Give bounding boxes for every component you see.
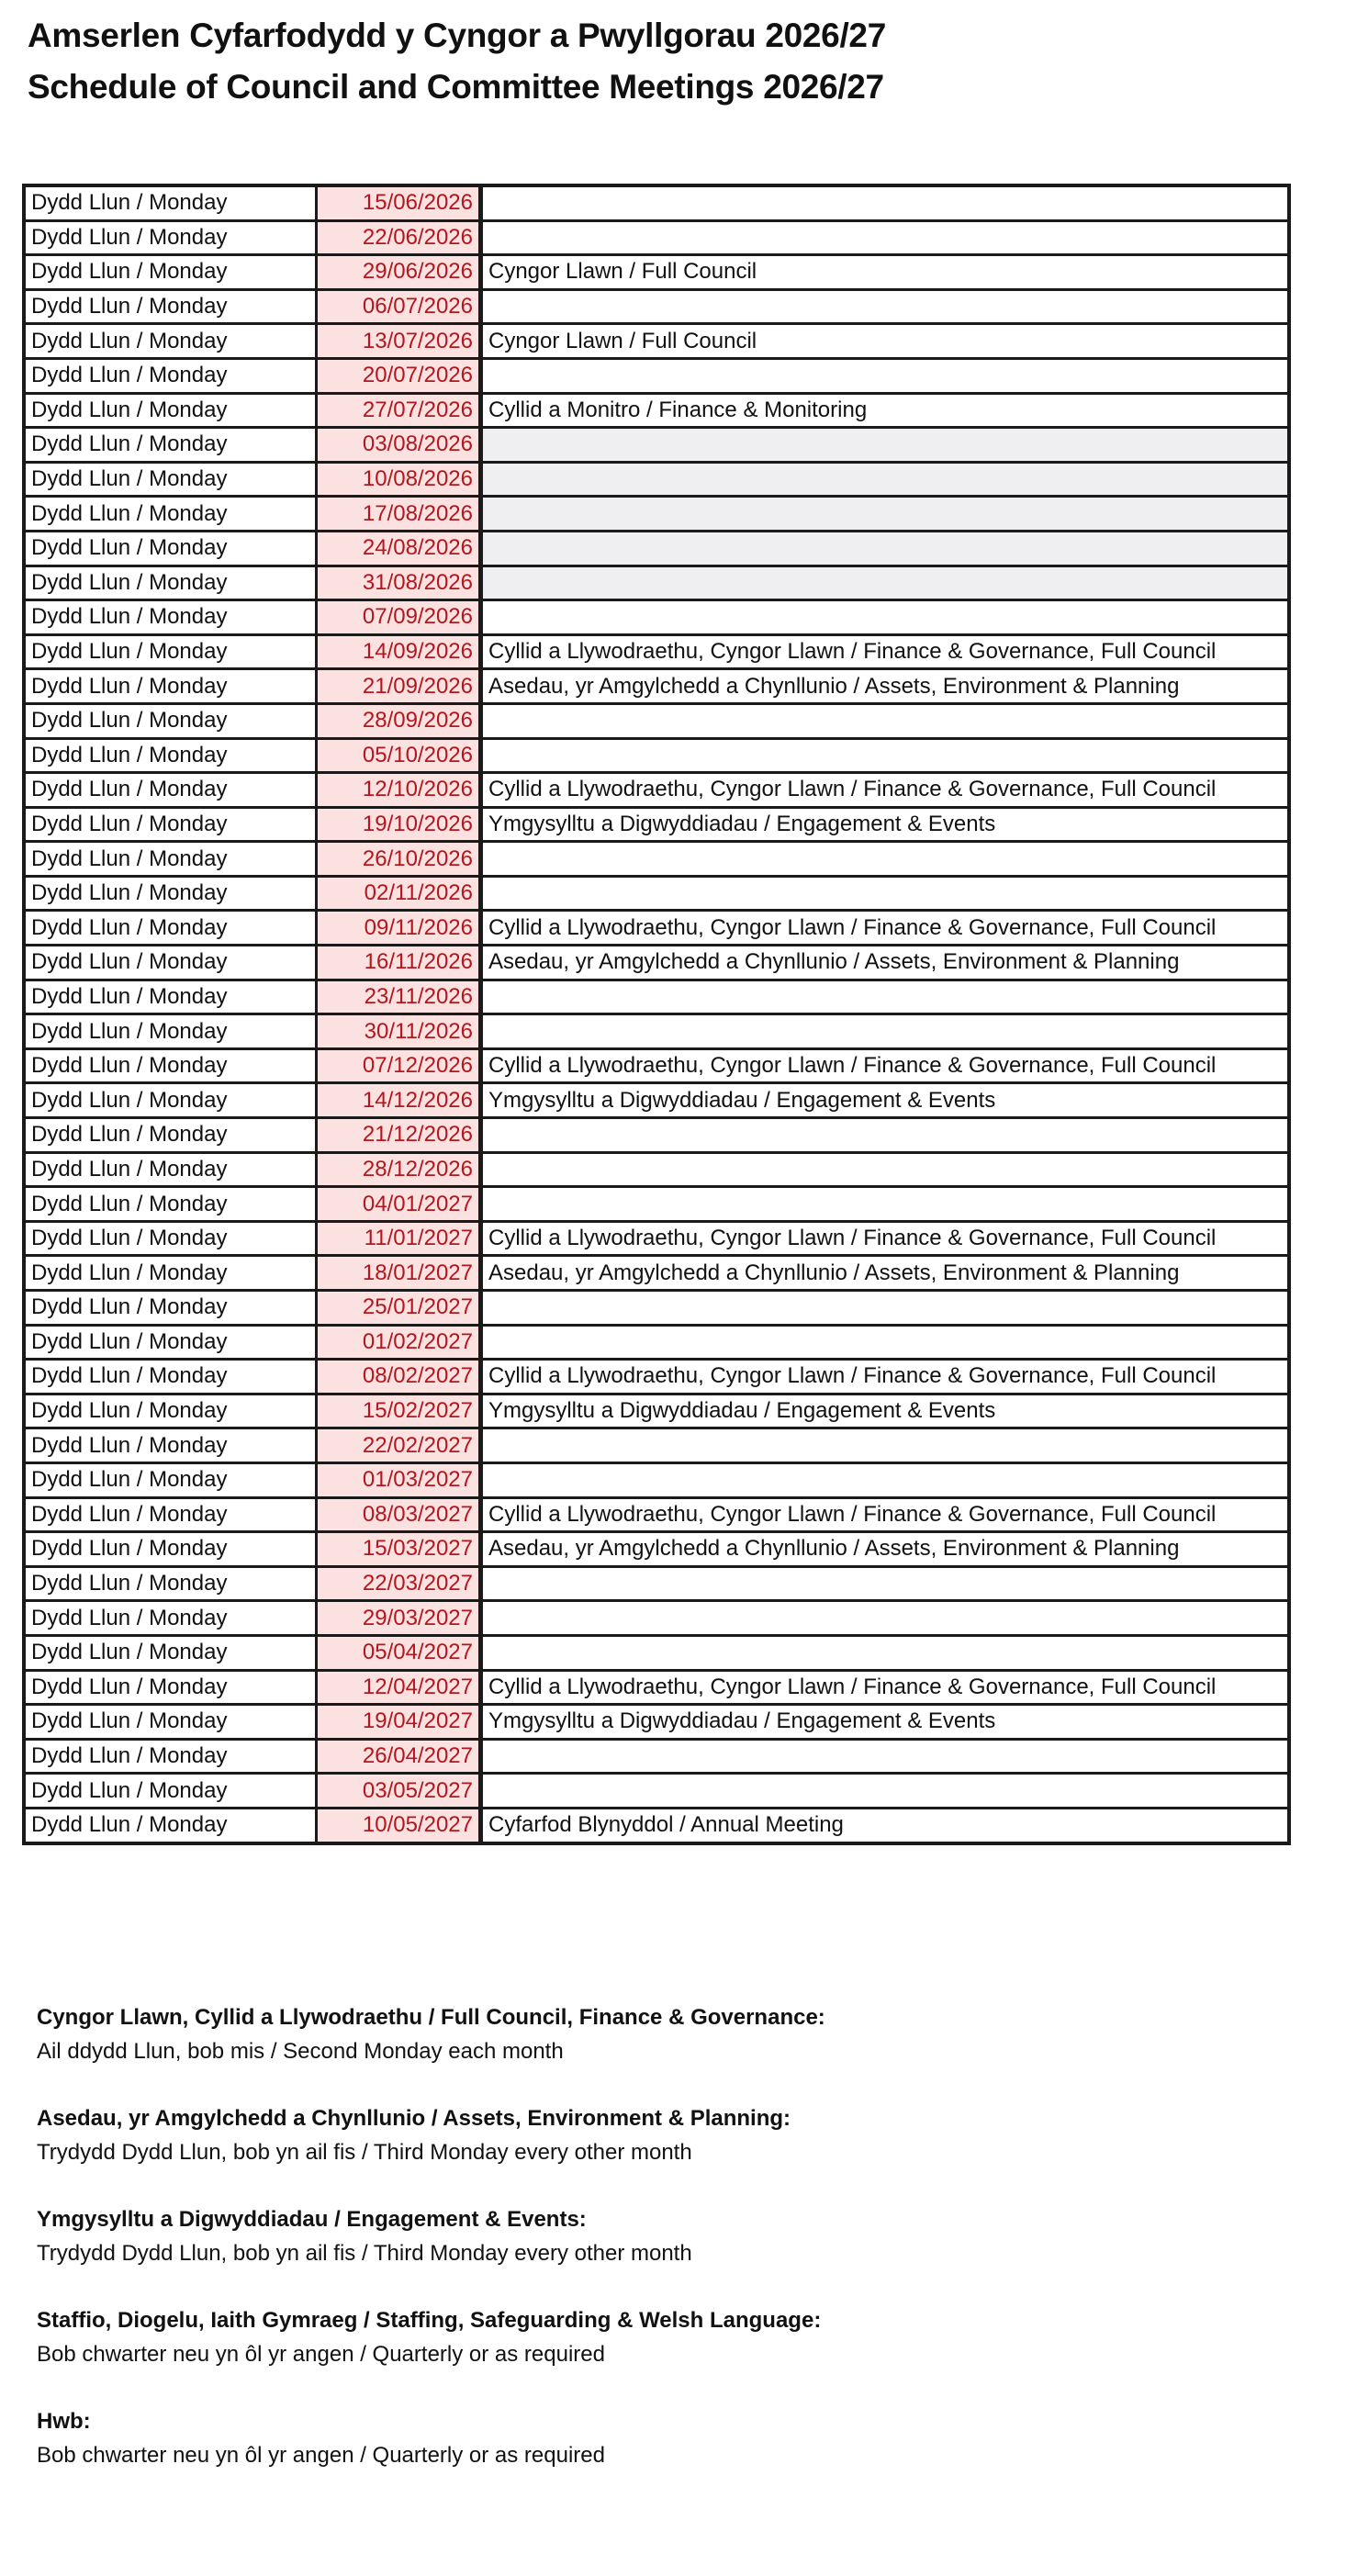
meeting-frequency-notes — [37, 2001, 1230, 2506]
meeting-cell: Cyllid a Llywodraethu, Cyngor Llawn / Finance & Governance, Full Council — [481, 1670, 1290, 1705]
note-text: Trydydd Dydd Llun, bob yn ail fis / Third Monday every other month — [37, 2241, 692, 2266]
meeting-cell — [481, 980, 1290, 1014]
note-block — [37, 2001, 1230, 2069]
day-cell: Dydd Llun / Monday — [24, 462, 317, 497]
date-cell: 13/07/2026 — [317, 324, 481, 359]
day-cell: Dydd Llun / Monday — [24, 1048, 317, 1083]
day-cell: Dydd Llun / Monday — [24, 1083, 317, 1118]
meeting-cell: Ymgysylltu a Digwyddiadau / Engagement & Events — [481, 1394, 1290, 1428]
date-cell: 15/02/2027 — [317, 1394, 481, 1428]
date-cell: 03/05/2027 — [317, 1774, 481, 1809]
day-cell: Dydd Llun / Monday — [24, 1601, 317, 1636]
table-row — [24, 428, 1289, 463]
day-cell: Dydd Llun / Monday — [24, 1187, 317, 1222]
day-cell: Dydd Llun / Monday — [24, 1256, 317, 1291]
table-row — [24, 1705, 1289, 1740]
day-cell: Dydd Llun / Monday — [24, 634, 317, 669]
meeting-cell: Cyllid a Monitro / Finance & Monitoring — [481, 393, 1290, 428]
day-cell: Dydd Llun / Monday — [24, 1428, 317, 1463]
day-cell: Dydd Llun / Monday — [24, 185, 317, 220]
day-cell: Dydd Llun / Monday — [24, 220, 317, 255]
meeting-cell: Cyllid a Llywodraethu, Cyngor Llawn / Finance & Governance, Full Council — [481, 1497, 1290, 1532]
date-cell: 26/10/2026 — [317, 842, 481, 877]
date-cell: 01/03/2027 — [317, 1462, 481, 1497]
date-cell: 05/10/2026 — [317, 738, 481, 773]
date-cell: 29/06/2026 — [317, 255, 481, 290]
date-cell: 08/02/2027 — [317, 1360, 481, 1394]
table-row — [24, 393, 1289, 428]
day-cell: Dydd Llun / Monday — [24, 358, 317, 393]
table-row — [24, 1428, 1289, 1463]
table-row — [24, 600, 1289, 635]
meeting-cell: Cyfarfod Blynyddol / Annual Meeting — [481, 1808, 1290, 1842]
date-cell: 02/11/2026 — [317, 876, 481, 911]
meeting-cell — [481, 1152, 1290, 1187]
date-cell: 26/04/2027 — [317, 1739, 481, 1774]
note-heading: Staffio, Diogelu, Iaith Gymraeg / Staffing, Safeguarding & Welsh Language: — [37, 2308, 822, 2333]
meeting-cell: Cyllid a Llywodraethu, Cyngor Llawn / Finance & Governance, Full Council — [481, 634, 1290, 669]
table-row — [24, 634, 1289, 669]
meeting-cell — [481, 1462, 1290, 1497]
meeting-cell — [481, 1014, 1290, 1049]
day-cell: Dydd Llun / Monday — [24, 669, 317, 704]
meeting-cell — [481, 1325, 1290, 1360]
table-row — [24, 1670, 1289, 1705]
table-row — [24, 1394, 1289, 1428]
day-cell: Dydd Llun / Monday — [24, 1774, 317, 1809]
day-cell: Dydd Llun / Monday — [24, 773, 317, 808]
table-row — [24, 1635, 1289, 1670]
page-title-welsh: Amserlen Cyfarfodydd y Cyngor a Pwyllgorau 2026/27 — [28, 17, 886, 54]
meeting-cell — [481, 497, 1290, 532]
date-cell: 29/03/2027 — [317, 1601, 481, 1636]
meeting-cell — [481, 566, 1290, 600]
meeting-schedule-table — [22, 184, 1291, 1845]
table-row — [24, 255, 1289, 290]
day-cell: Dydd Llun / Monday — [24, 1497, 317, 1532]
table-row — [24, 807, 1289, 842]
table-row — [24, 1360, 1289, 1394]
day-cell: Dydd Llun / Monday — [24, 1566, 317, 1601]
meeting-cell — [481, 289, 1290, 324]
meeting-cell: Ymgysylltu a Digwyddiadau / Engagement & Events — [481, 1705, 1290, 1740]
day-cell: Dydd Llun / Monday — [24, 980, 317, 1014]
day-cell: Dydd Llun / Monday — [24, 566, 317, 600]
day-cell: Dydd Llun / Monday — [24, 600, 317, 635]
date-cell: 23/11/2026 — [317, 980, 481, 1014]
table-row — [24, 497, 1289, 532]
day-cell: Dydd Llun / Monday — [24, 1221, 317, 1256]
table-row — [24, 738, 1289, 773]
day-cell: Dydd Llun / Monday — [24, 428, 317, 463]
meeting-cell — [481, 1291, 1290, 1326]
meeting-cell — [481, 1187, 1290, 1222]
meeting-cell — [481, 1428, 1290, 1463]
date-cell: 15/03/2027 — [317, 1532, 481, 1567]
date-cell: 10/05/2027 — [317, 1808, 481, 1842]
table-row — [24, 1325, 1289, 1360]
day-cell: Dydd Llun / Monday — [24, 393, 317, 428]
meeting-cell: Cyllid a Llywodraethu, Cyngor Llawn / Finance & Governance, Full Council — [481, 1048, 1290, 1083]
date-cell: 03/08/2026 — [317, 428, 481, 463]
date-cell: 30/11/2026 — [317, 1014, 481, 1049]
meeting-cell — [481, 1739, 1290, 1774]
meeting-cell — [481, 600, 1290, 635]
meeting-cell — [481, 738, 1290, 773]
date-cell: 11/01/2027 — [317, 1221, 481, 1256]
date-cell: 31/08/2026 — [317, 566, 481, 600]
note-heading: Hwb: — [37, 2409, 91, 2434]
date-cell: 01/02/2027 — [317, 1325, 481, 1360]
table-row — [24, 1187, 1289, 1222]
day-cell: Dydd Llun / Monday — [24, 738, 317, 773]
date-cell: 09/11/2026 — [317, 911, 481, 946]
table-row — [24, 358, 1289, 393]
meeting-cell — [481, 462, 1290, 497]
day-cell: Dydd Llun / Monday — [24, 1808, 317, 1842]
date-cell: 12/10/2026 — [317, 773, 481, 808]
meeting-cell: Asedau, yr Amgylchedd a Chynllunio / Assets, Environment & Planning — [481, 946, 1290, 980]
note-text: Bob chwarter neu yn ôl yr angen / Quarterly or as required — [37, 2342, 605, 2367]
meeting-cell: Asedau, yr Amgylchedd a Chynllunio / Assets, Environment & Planning — [481, 1532, 1290, 1567]
day-cell: Dydd Llun / Monday — [24, 324, 317, 359]
day-cell: Dydd Llun / Monday — [24, 1360, 317, 1394]
date-cell: 21/09/2026 — [317, 669, 481, 704]
table-row — [24, 1152, 1289, 1187]
meeting-cell — [481, 358, 1290, 393]
day-cell: Dydd Llun / Monday — [24, 1394, 317, 1428]
table-row — [24, 773, 1289, 808]
date-cell: 04/01/2027 — [317, 1187, 481, 1222]
table-row — [24, 1256, 1289, 1291]
day-cell: Dydd Llun / Monday — [24, 255, 317, 290]
day-cell: Dydd Llun / Monday — [24, 1152, 317, 1187]
meeting-cell: Asedau, yr Amgylchedd a Chynllunio / Assets, Environment & Planning — [481, 669, 1290, 704]
meeting-cell — [481, 876, 1290, 911]
meeting-cell: Cyllid a Llywodraethu, Cyngor Llawn / Finance & Governance, Full Council — [481, 1360, 1290, 1394]
table-row — [24, 1601, 1289, 1636]
note-block — [37, 2102, 1230, 2170]
meeting-cell — [481, 428, 1290, 463]
table-row — [24, 1497, 1289, 1532]
date-cell: 15/06/2026 — [317, 185, 481, 220]
date-cell: 05/04/2027 — [317, 1635, 481, 1670]
table-row — [24, 462, 1289, 497]
date-cell: 07/12/2026 — [317, 1048, 481, 1083]
table-row — [24, 669, 1289, 704]
day-cell: Dydd Llun / Monday — [24, 1705, 317, 1740]
table-row — [24, 1462, 1289, 1497]
table-row — [24, 531, 1289, 566]
day-cell: Dydd Llun / Monday — [24, 807, 317, 842]
day-cell: Dydd Llun / Monday — [24, 946, 317, 980]
date-cell: 28/12/2026 — [317, 1152, 481, 1187]
meeting-cell — [481, 185, 1290, 220]
date-cell: 17/08/2026 — [317, 497, 481, 532]
meeting-cell — [481, 1566, 1290, 1601]
table-row — [24, 1014, 1289, 1049]
date-cell: 27/07/2026 — [317, 393, 481, 428]
day-cell: Dydd Llun / Monday — [24, 289, 317, 324]
meeting-cell — [481, 531, 1290, 566]
day-cell: Dydd Llun / Monday — [24, 1014, 317, 1049]
note-block — [37, 2304, 1230, 2372]
day-cell: Dydd Llun / Monday — [24, 1670, 317, 1705]
table-row — [24, 1221, 1289, 1256]
day-cell: Dydd Llun / Monday — [24, 1635, 317, 1670]
table-row — [24, 980, 1289, 1014]
table-row — [24, 1808, 1289, 1842]
date-cell: 18/01/2027 — [317, 1256, 481, 1291]
date-cell: 07/09/2026 — [317, 600, 481, 635]
date-cell: 12/04/2027 — [317, 1670, 481, 1705]
note-block — [37, 2405, 1230, 2473]
page-title-english: Schedule of Council and Committee Meetings 2026/27 — [28, 68, 884, 106]
date-cell: 06/07/2026 — [317, 289, 481, 324]
table-row — [24, 566, 1289, 600]
meeting-cell: Ymgysylltu a Digwyddiadau / Engagement & Events — [481, 1083, 1290, 1118]
table-row — [24, 220, 1289, 255]
table-row — [24, 1291, 1289, 1326]
day-cell: Dydd Llun / Monday — [24, 1118, 317, 1153]
day-cell: Dydd Llun / Monday — [24, 1291, 317, 1326]
note-text: Trydydd Dydd Llun, bob yn ail fis / Third Monday every other month — [37, 2140, 692, 2165]
day-cell: Dydd Llun / Monday — [24, 1462, 317, 1497]
date-cell: 22/03/2027 — [317, 1566, 481, 1601]
date-cell: 22/02/2027 — [317, 1428, 481, 1463]
table-row — [24, 185, 1289, 220]
day-cell: Dydd Llun / Monday — [24, 1739, 317, 1774]
date-cell: 28/09/2026 — [317, 703, 481, 738]
day-cell: Dydd Llun / Monday — [24, 876, 317, 911]
table-row — [24, 1048, 1289, 1083]
table-row — [24, 703, 1289, 738]
meeting-cell: Cyllid a Llywodraethu, Cyngor Llawn / Finance & Governance, Full Council — [481, 911, 1290, 946]
date-cell: 25/01/2027 — [317, 1291, 481, 1326]
meeting-cell — [481, 1635, 1290, 1670]
date-cell: 24/08/2026 — [317, 531, 481, 566]
day-cell: Dydd Llun / Monday — [24, 911, 317, 946]
date-cell: 19/10/2026 — [317, 807, 481, 842]
table-row — [24, 1739, 1289, 1774]
note-heading: Asedau, yr Amgylchedd a Chynllunio / Assets, Environment & Planning: — [37, 2106, 791, 2131]
date-cell: 08/03/2027 — [317, 1497, 481, 1532]
table-row — [24, 946, 1289, 980]
table-row — [24, 876, 1289, 911]
meeting-cell: Cyllid a Llywodraethu, Cyngor Llawn / Finance & Governance, Full Council — [481, 1221, 1290, 1256]
meeting-cell — [481, 842, 1290, 877]
meeting-cell: Ymgysylltu a Digwyddiadau / Engagement & Events — [481, 807, 1290, 842]
meeting-cell: Cyllid a Llywodraethu, Cyngor Llawn / Finance & Governance, Full Council — [481, 773, 1290, 808]
day-cell: Dydd Llun / Monday — [24, 1325, 317, 1360]
day-cell: Dydd Llun / Monday — [24, 1532, 317, 1567]
table-row — [24, 842, 1289, 877]
table-row — [24, 289, 1289, 324]
day-cell: Dydd Llun / Monday — [24, 497, 317, 532]
table-row — [24, 1566, 1289, 1601]
date-cell: 20/07/2026 — [317, 358, 481, 393]
note-block — [37, 2203, 1230, 2271]
meeting-cell — [481, 1601, 1290, 1636]
date-cell: 14/09/2026 — [317, 634, 481, 669]
date-cell: 22/06/2026 — [317, 220, 481, 255]
meeting-cell — [481, 220, 1290, 255]
table-row — [24, 1532, 1289, 1567]
note-text: Ail ddydd Llun, bob mis / Second Monday each month — [37, 2039, 564, 2064]
date-cell: 16/11/2026 — [317, 946, 481, 980]
table-row — [24, 911, 1289, 946]
meeting-cell — [481, 703, 1290, 738]
note-heading: Cyngor Llawn, Cyllid a Llywodraethu / Full Council, Finance & Governance: — [37, 2005, 825, 2030]
date-cell: 10/08/2026 — [317, 462, 481, 497]
date-cell: 19/04/2027 — [317, 1705, 481, 1740]
meeting-cell: Cyngor Llawn / Full Council — [481, 324, 1290, 359]
meeting-cell — [481, 1118, 1290, 1153]
note-text: Bob chwarter neu yn ôl yr angen / Quarterly or as required — [37, 2443, 605, 2468]
day-cell: Dydd Llun / Monday — [24, 531, 317, 566]
table-row — [24, 324, 1289, 359]
meeting-cell: Cyngor Llawn / Full Council — [481, 255, 1290, 290]
meeting-cell: Asedau, yr Amgylchedd a Chynllunio / Assets, Environment & Planning — [481, 1256, 1290, 1291]
table-row — [24, 1774, 1289, 1809]
day-cell: Dydd Llun / Monday — [24, 703, 317, 738]
table-row — [24, 1118, 1289, 1153]
meeting-cell — [481, 1774, 1290, 1809]
day-cell: Dydd Llun / Monday — [24, 842, 317, 877]
date-cell: 21/12/2026 — [317, 1118, 481, 1153]
date-cell: 14/12/2026 — [317, 1083, 481, 1118]
table-row — [24, 1083, 1289, 1118]
note-heading: Ymgysylltu a Digwyddiadau / Engagement & Events: — [37, 2207, 587, 2232]
schedule-body — [24, 185, 1289, 1843]
